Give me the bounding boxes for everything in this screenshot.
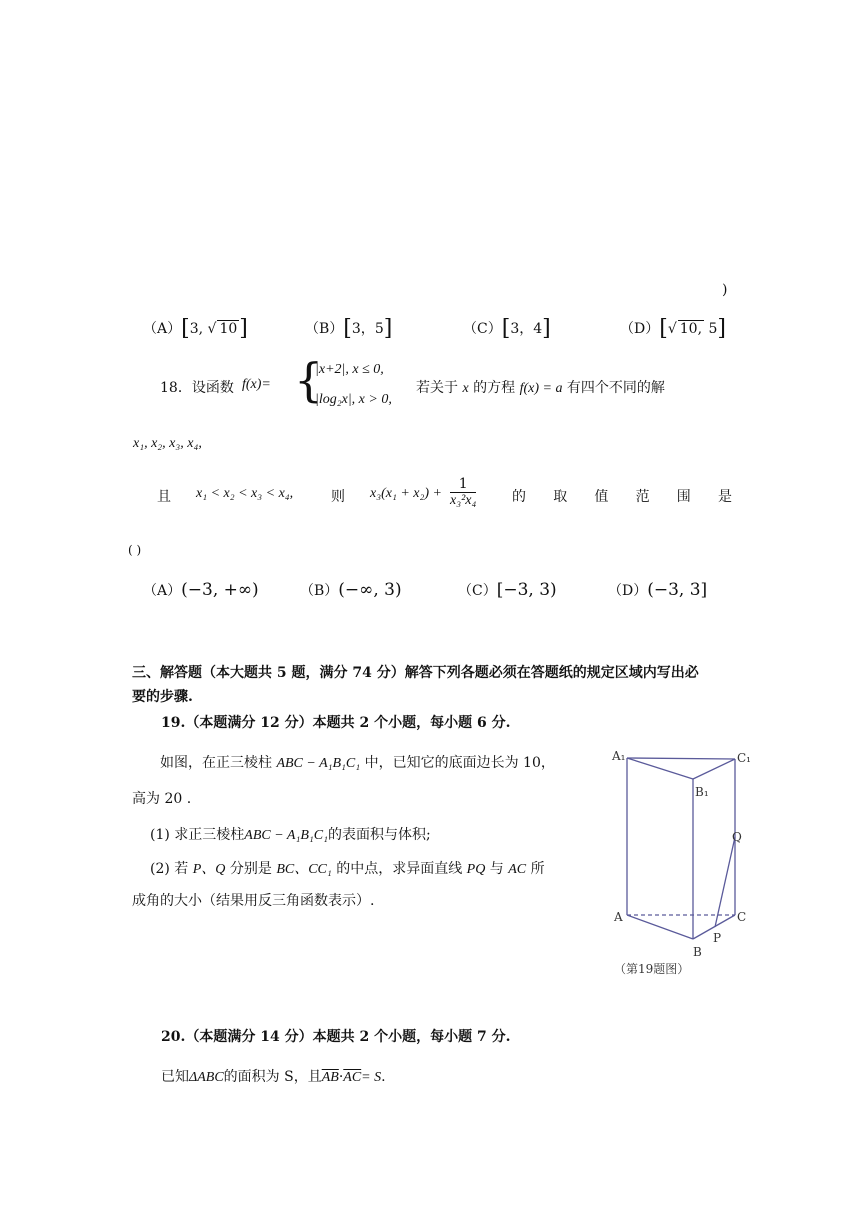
q19-p1: 如图，在正三棱柱 ABC − A₁B₁C₁ 中，已知它的底面边长为 10， <box>160 755 555 771</box>
q18-brace: { <box>294 353 324 407</box>
q18-and: 且 <box>157 489 171 505</box>
q19-prism-figure <box>606 744 756 980</box>
q18-case1: |x+2|, x ≤ 0, <box>315 362 384 377</box>
q18-option-b: （B）(−∞, 3) <box>300 580 402 600</box>
label-c1: C₁ <box>737 751 751 765</box>
q19-p2: 高为 20 . <box>132 791 192 807</box>
q18-paren: ( ) <box>128 543 142 557</box>
section3-line1: 三、解答题（本大题共 5 题，满分 74 分）解答下列各题必须在答题纸的规定区域内写出必 <box>132 665 699 681</box>
edge-a1-b1 <box>627 758 693 779</box>
label-p: P <box>713 931 722 945</box>
q18-roots: x₁, x₂, x₃, x₄, <box>133 436 202 451</box>
label-a1: A₁ <box>612 749 626 763</box>
q18-func: f(x)= <box>242 377 271 392</box>
q20-header: 20.（本题满分 14 分）本题共 2 个小题，每小题 7 分. <box>161 1029 511 1045</box>
q18-case2: |log₂x|, x > 0, <box>315 392 392 407</box>
q18-number: 18．设函数 <box>160 380 234 396</box>
q18-fraction: $\frac{1}{\text{x₃²x₄}}$ <box>450 476 477 508</box>
q18-option-a: （A）(−3, +∞) <box>143 580 259 600</box>
q18-expr: x₃(x₁ + x₂) + <box>370 486 442 501</box>
edge-a1-c1 <box>627 758 735 759</box>
q17-option-c: （C）[3，4] <box>463 316 551 341</box>
edge-b1-c1 <box>693 759 735 779</box>
q18-tail: 的 取 值 范 围 是 <box>512 489 732 505</box>
q19-s2: (2) 若 P、Q 分别是 BC、CC₁ 的中点，求异面直线 PQ 与 AC 所 <box>150 861 545 877</box>
q19-header: 19.（本题满分 12 分）本题共 2 个小题，每小题 6 分. <box>161 715 511 731</box>
q18-text: 若关于 x 的方程 f(x) = a 有四个不同的解 <box>416 380 665 396</box>
q19-s3: 成角的大小（结果用反三角函数表示）. <box>132 893 375 909</box>
figure-caption: （第19题图） <box>614 962 690 976</box>
q18-order: x₁ < x₂ < x₃ < x₄, <box>196 486 294 501</box>
q20-p1: 已知ΔABC的面积为 S，且$\overline{AB}\cdot\overline{AC}= S$. <box>161 1069 386 1085</box>
q18-option-c: （C）[−3, 3) <box>458 580 557 600</box>
label-a: A <box>614 910 623 924</box>
label-c: C <box>737 910 747 924</box>
label-b: B <box>693 945 702 959</box>
section3-line2: 要的步骤. <box>132 689 193 705</box>
q19-s1: (1) 求正三棱柱ABC − A₁B₁C₁的表面积与体积; <box>150 827 431 843</box>
q17-closing-paren: ) <box>722 282 728 298</box>
edge-a-b <box>627 915 693 939</box>
q17-option-a: （A）[3, √ 10] <box>143 316 248 341</box>
q18-then: 则 <box>331 489 345 505</box>
label-b1: B₁ <box>695 785 709 799</box>
q17-option-b: （B）[3，5] <box>305 316 393 341</box>
segment-p-q <box>715 837 735 927</box>
label-q: Q <box>732 830 742 844</box>
q17-option-d: （D）[√ 10, 5] <box>620 316 726 341</box>
q18-option-d: （D）(−3, 3] <box>608 580 708 600</box>
